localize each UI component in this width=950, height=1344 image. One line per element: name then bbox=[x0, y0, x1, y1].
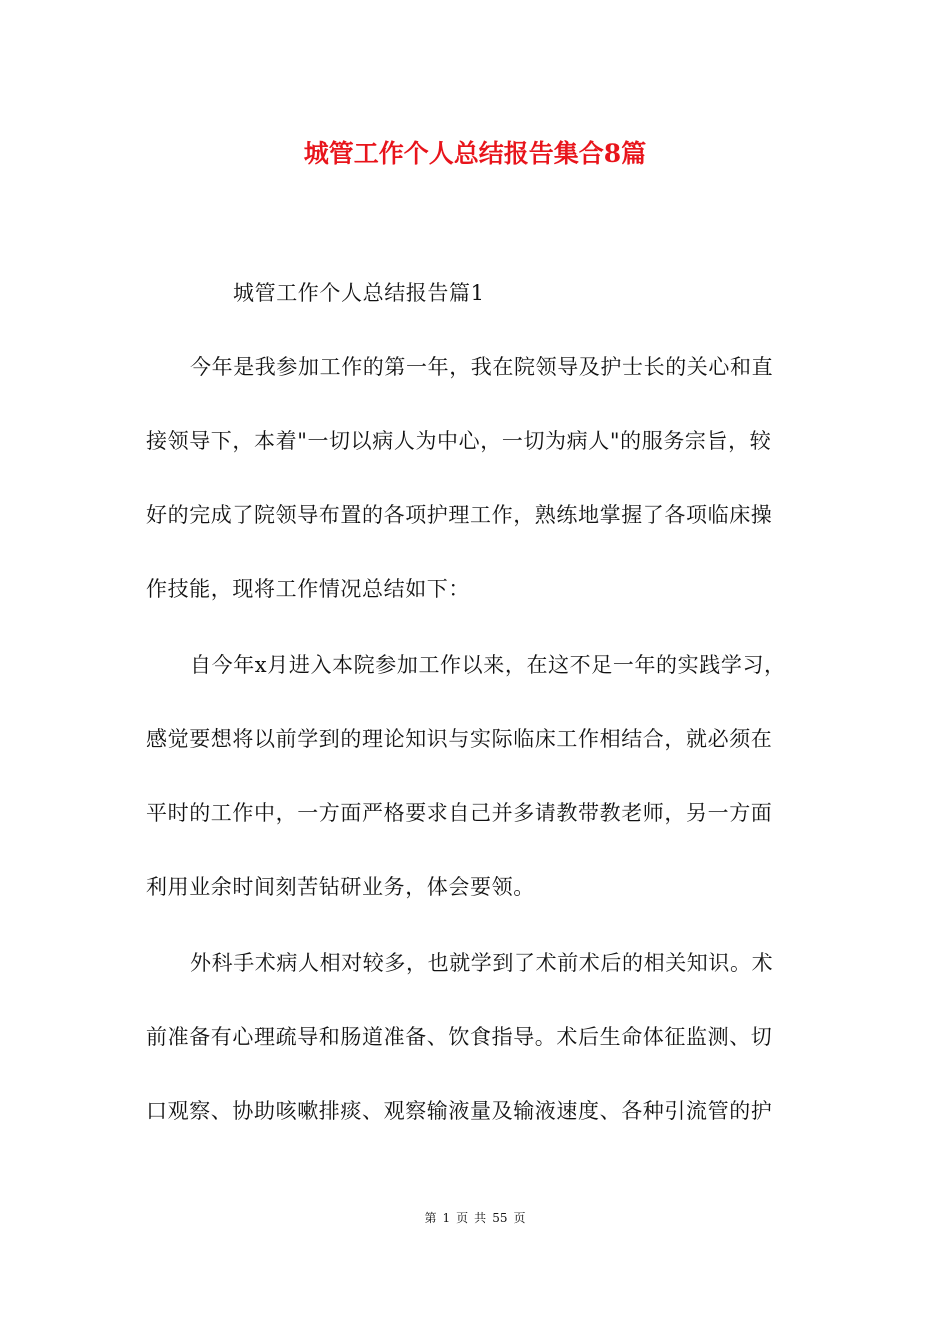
paragraph-line: 作技能，现将工作情况总结如下： bbox=[146, 577, 470, 601]
page-footer bbox=[0, 1208, 950, 1228]
paragraph-line: 感觉要想将以前学到的理论知识与实际临床工作相结合，就必须在 bbox=[146, 727, 773, 751]
total-pages-number: 55 bbox=[492, 1211, 508, 1225]
paragraph-line: 口观察、协助咳嗽排痰、观察输液量及输液速度、各种引流管的护 bbox=[146, 1099, 773, 1123]
current-page-number: 1 bbox=[442, 1211, 451, 1225]
paragraph-line: 利用业余时间刻苦钻研业务，体会要领。 bbox=[146, 875, 535, 899]
paragraph-line: 前准备有心理疏导和肠道准备、饮食指导。术后生命体征监测、切 bbox=[146, 1025, 773, 1049]
footer-label: 页 bbox=[513, 1211, 526, 1225]
footer-label: 页 bbox=[456, 1211, 469, 1225]
document-title: 城管工作个人总结报告集合8篇 bbox=[303, 139, 647, 168]
paragraph-line: 自今年x月进入本院参加工作以来，在这不足一年的实践学习， bbox=[190, 653, 786, 677]
paragraph-line: 接领导下，本着"一切以病人为中心，一切为病人"的服务宗旨，较 bbox=[146, 429, 772, 453]
footer-label: 第 bbox=[424, 1211, 437, 1225]
section-heading: 城管工作个人总结报告篇1 bbox=[233, 281, 485, 305]
paragraph-line: 今年是我参加工作的第一年，我在院领导及护士长的关心和直 bbox=[190, 355, 774, 379]
paragraph-line: 好的完成了院领导布置的各项护理工作，熟练地掌握了各项临床操 bbox=[146, 503, 773, 527]
paragraph-line: 平时的工作中，一方面严格要求自己并多请教带教老师，另一方面 bbox=[146, 801, 773, 825]
footer-label: 共 bbox=[474, 1211, 487, 1225]
paragraph-line: 外科手术病人相对较多，也就学到了术前术后的相关知识。术 bbox=[190, 951, 774, 975]
